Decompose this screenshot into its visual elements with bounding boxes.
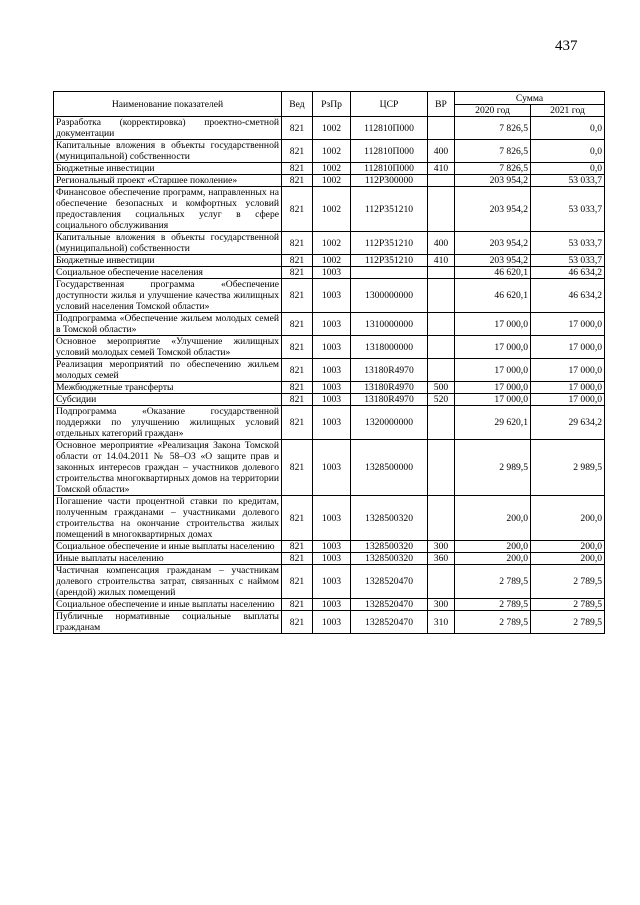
cell-vr: 410 <box>428 163 455 175</box>
cell-csr: 13180R4970 <box>351 394 428 406</box>
cell-name: Капитальные вложения в объекты государственной (муниципальной) собственности <box>54 232 282 255</box>
table-row <box>54 599 605 611</box>
header-csr: ЦСР <box>351 92 428 117</box>
cell-sum-2021: 0,0 <box>531 117 605 140</box>
table-row <box>54 382 605 394</box>
cell-csr <box>351 267 428 279</box>
table-row <box>54 336 605 359</box>
cell-ved: 821 <box>282 187 313 232</box>
table-row <box>54 187 605 232</box>
cell-name: Подпрограмма «Обеспечение жильем молодых семей в Томской области» <box>54 313 282 336</box>
cell-vr <box>428 175 455 187</box>
cell-ved: 821 <box>282 140 313 163</box>
cell-sum-2021: 17 000,0 <box>531 382 605 394</box>
cell-sum-2020: 17 000,0 <box>455 394 531 406</box>
cell-csr: 1328520470 <box>351 565 428 599</box>
cell-sum-2020: 7 826,5 <box>455 117 531 140</box>
cell-vr: 400 <box>428 140 455 163</box>
cell-sum-2020: 17 000,0 <box>455 359 531 382</box>
cell-sum-2021: 0,0 <box>531 140 605 163</box>
header-year-2021: 2021 год <box>531 105 605 117</box>
cell-csr: 1318000000 <box>351 336 428 359</box>
cell-csr: 13180R4970 <box>351 382 428 394</box>
cell-sum-2020: 46 620,1 <box>455 267 531 279</box>
cell-name: Социальное обеспечение и иные выплаты населению <box>54 599 282 611</box>
header-sum: Сумма <box>455 92 605 105</box>
cell-sum-2020: 2 789,5 <box>455 611 531 634</box>
cell-vr <box>428 496 455 541</box>
cell-csr: 1328500320 <box>351 541 428 553</box>
table-row <box>54 117 605 140</box>
cell-ved: 821 <box>282 541 313 553</box>
cell-vr: 310 <box>428 611 455 634</box>
cell-vr <box>428 117 455 140</box>
cell-rzpr: 1002 <box>313 163 351 175</box>
cell-sum-2020: 2 789,5 <box>455 565 531 599</box>
table-row <box>54 440 605 496</box>
cell-csr: 1328500320 <box>351 496 428 541</box>
cell-csr: 1320000000 <box>351 406 428 440</box>
cell-csr: 13180R4970 <box>351 359 428 382</box>
cell-sum-2020: 203 954,2 <box>455 232 531 255</box>
cell-sum-2021: 53 033,7 <box>531 175 605 187</box>
cell-name: Публичные нормативные социальные выплаты гражданам <box>54 611 282 634</box>
cell-name: Бюджетные инвестиции <box>54 255 282 267</box>
budget-table <box>53 91 605 634</box>
header-rzpr: РзПр <box>313 92 351 117</box>
cell-sum-2020: 203 954,2 <box>455 175 531 187</box>
cell-rzpr: 1003 <box>313 382 351 394</box>
cell-sum-2020: 7 826,5 <box>455 163 531 175</box>
cell-csr: 1300000000 <box>351 279 428 313</box>
cell-vr: 410 <box>428 255 455 267</box>
cell-name: Иные выплаты населению <box>54 553 282 565</box>
cell-vr <box>428 267 455 279</box>
cell-name: Бюджетные инвестиции <box>54 163 282 175</box>
cell-csr: 1328520470 <box>351 599 428 611</box>
header-year-2020: 2020 год <box>455 105 531 117</box>
cell-name: Региональный проект «Старшее поколение» <box>54 175 282 187</box>
table-row <box>54 175 605 187</box>
cell-csr: 112P351210 <box>351 255 428 267</box>
cell-ved: 821 <box>282 117 313 140</box>
cell-csr: 112810П000 <box>351 117 428 140</box>
cell-csr: 1310000000 <box>351 313 428 336</box>
cell-name: Капитальные вложения в объекты государственной (муниципальной) собственности <box>54 140 282 163</box>
cell-sum-2021: 0,0 <box>531 163 605 175</box>
cell-ved: 821 <box>282 313 313 336</box>
table-row <box>54 140 605 163</box>
cell-name: Государственная программа «Обеспечение доступности жилья и улучшение качества жилищных условий населения Томской области» <box>54 279 282 313</box>
cell-sum-2020: 2 989,5 <box>455 440 531 496</box>
cell-sum-2021: 2 789,5 <box>531 611 605 634</box>
cell-name: Субсидии <box>54 394 282 406</box>
cell-ved: 821 <box>282 496 313 541</box>
cell-rzpr: 1002 <box>313 232 351 255</box>
cell-sum-2021: 17 000,0 <box>531 313 605 336</box>
cell-rzpr: 1003 <box>313 611 351 634</box>
cell-ved: 821 <box>282 611 313 634</box>
cell-rzpr: 1002 <box>313 187 351 232</box>
cell-ved: 821 <box>282 255 313 267</box>
cell-vr: 360 <box>428 553 455 565</box>
cell-name: Частичная компенсация гражданам – участникам долевого строительства затрат, связанных с наймом (арендой) жилых помещений <box>54 565 282 599</box>
cell-sum-2020: 203 954,2 <box>455 187 531 232</box>
cell-rzpr: 1003 <box>313 267 351 279</box>
table-row <box>54 394 605 406</box>
cell-sum-2020: 7 826,5 <box>455 140 531 163</box>
cell-vr: 300 <box>428 599 455 611</box>
table-row <box>54 611 605 634</box>
cell-sum-2020: 200,0 <box>455 541 531 553</box>
cell-name: Основное мероприятие «Улучшение жилищных условий молодых семей Томской области» <box>54 336 282 359</box>
cell-name: Погашение части процентной ставки по кредитам, полученным гражданами – участниками долевого строительства на окончание строительства жилых помещений в многоквартирных домах <box>54 496 282 541</box>
cell-rzpr: 1003 <box>313 313 351 336</box>
cell-rzpr: 1002 <box>313 175 351 187</box>
cell-ved: 821 <box>282 163 313 175</box>
cell-vr: 520 <box>428 394 455 406</box>
table-row <box>54 255 605 267</box>
cell-name: Реализация мероприятий по обеспечению жильем молодых семей <box>54 359 282 382</box>
cell-sum-2021: 200,0 <box>531 553 605 565</box>
cell-sum-2020: 17 000,0 <box>455 382 531 394</box>
table-row <box>54 267 605 279</box>
cell-rzpr: 1003 <box>313 599 351 611</box>
cell-name: Социальное обеспечение населения <box>54 267 282 279</box>
cell-sum-2021: 29 634,2 <box>531 406 605 440</box>
cell-sum-2020: 2 789,5 <box>455 599 531 611</box>
cell-sum-2021: 46 634,2 <box>531 267 605 279</box>
table-row <box>54 565 605 599</box>
cell-rzpr: 1002 <box>313 255 351 267</box>
cell-sum-2021: 200,0 <box>531 496 605 541</box>
cell-sum-2020: 17 000,0 <box>455 313 531 336</box>
table-row <box>54 541 605 553</box>
cell-sum-2021: 17 000,0 <box>531 359 605 382</box>
cell-rzpr: 1003 <box>313 541 351 553</box>
cell-ved: 821 <box>282 232 313 255</box>
cell-ved: 821 <box>282 406 313 440</box>
cell-rzpr: 1003 <box>313 553 351 565</box>
cell-sum-2020: 17 000,0 <box>455 336 531 359</box>
table-row <box>54 313 605 336</box>
cell-ved: 821 <box>282 359 313 382</box>
cell-sum-2021: 17 000,0 <box>531 394 605 406</box>
header-name: Наименование показателей <box>54 92 282 117</box>
cell-vr <box>428 313 455 336</box>
table-row <box>54 496 605 541</box>
cell-ved: 821 <box>282 440 313 496</box>
cell-sum-2021: 2 789,5 <box>531 599 605 611</box>
cell-rzpr: 1003 <box>313 440 351 496</box>
header-vr: ВР <box>428 92 455 117</box>
cell-vr <box>428 336 455 359</box>
cell-sum-2020: 203 954,2 <box>455 255 531 267</box>
cell-rzpr: 1002 <box>313 140 351 163</box>
table-row <box>54 163 605 175</box>
cell-name: Социальное обеспечение и иные выплаты населению <box>54 541 282 553</box>
cell-ved: 821 <box>282 565 313 599</box>
cell-sum-2020: 29 620,1 <box>455 406 531 440</box>
cell-sum-2021: 46 634,2 <box>531 279 605 313</box>
cell-ved: 821 <box>282 336 313 359</box>
cell-rzpr: 1003 <box>313 565 351 599</box>
cell-vr <box>428 406 455 440</box>
cell-name: Межбюджетные трансферты <box>54 382 282 394</box>
cell-sum-2021: 2 989,5 <box>531 440 605 496</box>
cell-vr <box>428 359 455 382</box>
cell-vr <box>428 187 455 232</box>
cell-vr: 500 <box>428 382 455 394</box>
cell-sum-2021: 53 033,7 <box>531 255 605 267</box>
cell-rzpr: 1003 <box>313 394 351 406</box>
cell-csr: 1328500320 <box>351 553 428 565</box>
cell-rzpr: 1003 <box>313 359 351 382</box>
cell-rzpr: 1003 <box>313 496 351 541</box>
cell-csr: 112P351210 <box>351 232 428 255</box>
cell-vr <box>428 565 455 599</box>
cell-name: Финансовое обеспечение программ, направленных на обеспечение безопасных и комфортных условий предоставления социальных услуг в сфере социального обслуживания <box>54 187 282 232</box>
table-row <box>54 359 605 382</box>
cell-name: Основное мероприятие «Реализация Закона Томской области от 14.04.2011 № 58–ОЗ «О защите прав и законных интересов граждан – участников долевого строительства многоквартирных домов на территории Томской области» <box>54 440 282 496</box>
cell-ved: 821 <box>282 267 313 279</box>
cell-vr <box>428 279 455 313</box>
cell-name: Подпрограмма «Оказание государственной поддержки по улучшению жилищных условий отдельных категорий граждан» <box>54 406 282 440</box>
cell-sum-2020: 200,0 <box>455 496 531 541</box>
table-row <box>54 279 605 313</box>
cell-csr: 112P351210 <box>351 187 428 232</box>
cell-vr: 400 <box>428 232 455 255</box>
table-row <box>54 553 605 565</box>
cell-rzpr: 1002 <box>313 117 351 140</box>
cell-csr: 1328520470 <box>351 611 428 634</box>
page-number: 437 <box>555 38 578 54</box>
cell-rzpr: 1003 <box>313 406 351 440</box>
cell-vr: 300 <box>428 541 455 553</box>
header-ved: Вед <box>282 92 313 117</box>
cell-rzpr: 1003 <box>313 336 351 359</box>
cell-vr <box>428 440 455 496</box>
cell-sum-2021: 17 000,0 <box>531 336 605 359</box>
cell-rzpr: 1003 <box>313 279 351 313</box>
cell-ved: 821 <box>282 394 313 406</box>
cell-sum-2020: 200,0 <box>455 553 531 565</box>
cell-ved: 821 <box>282 382 313 394</box>
table-body <box>54 117 605 634</box>
cell-sum-2021: 2 789,5 <box>531 565 605 599</box>
cell-sum-2021: 53 033,7 <box>531 232 605 255</box>
table-row <box>54 232 605 255</box>
cell-ved: 821 <box>282 175 313 187</box>
cell-sum-2020: 46 620,1 <box>455 279 531 313</box>
cell-ved: 821 <box>282 599 313 611</box>
cell-ved: 821 <box>282 553 313 565</box>
cell-csr: 1328500000 <box>351 440 428 496</box>
cell-sum-2021: 53 033,7 <box>531 187 605 232</box>
cell-csr: 112810П000 <box>351 163 428 175</box>
cell-csr: 112P300000 <box>351 175 428 187</box>
cell-name: Разработка (корректировка) проектно-сметной документации <box>54 117 282 140</box>
cell-ved: 821 <box>282 279 313 313</box>
table-row <box>54 406 605 440</box>
cell-sum-2021: 200,0 <box>531 541 605 553</box>
cell-csr: 112810П000 <box>351 140 428 163</box>
